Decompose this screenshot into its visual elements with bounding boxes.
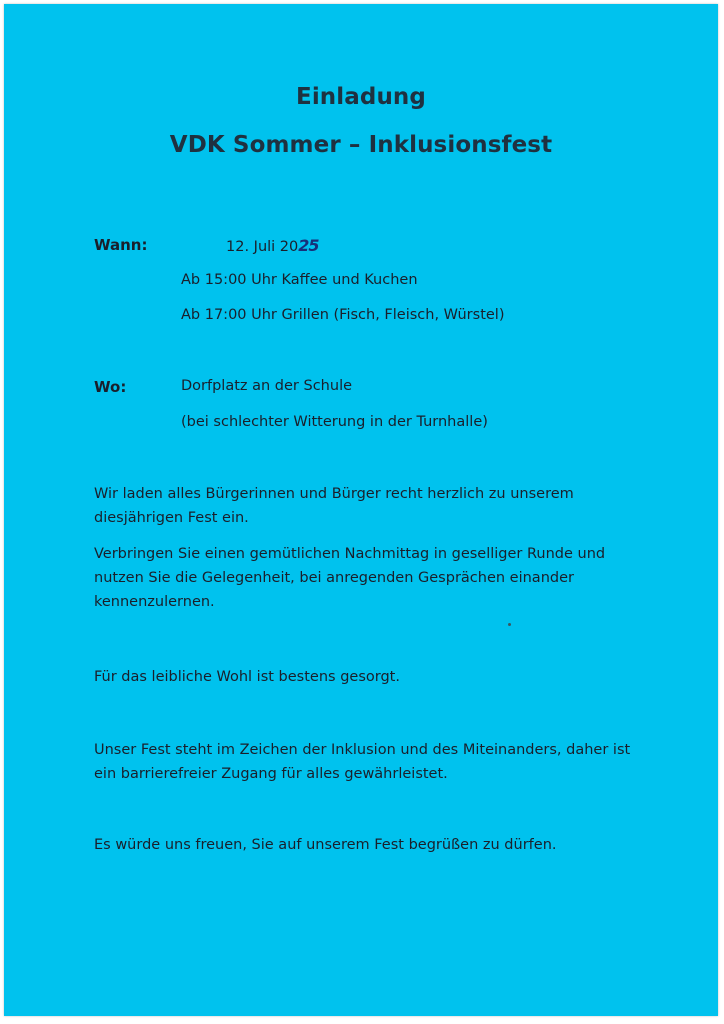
- time-line-coffee: Ab 15:00 Uhr Kaffee und Kuchen: [181, 272, 418, 288]
- location-alt-line: (bei schlechter Witterung in der Turnhalle): [181, 414, 488, 430]
- time-line-grill: Ab 17:00 Uhr Grillen (Fisch, Fleisch, Würstel): [181, 307, 505, 323]
- event-title: VDK Sommer – Inklusionsfest: [169, 132, 553, 158]
- paragraph-afternoon: Verbringen Sie einen gemütlichen Nachmittag in geselliger Runde und nutzen Sie die Gelegenheit, bei anregenden Gesprächen einander kennenzulernen.: [94, 546, 606, 610]
- invitation-page: [4, 4, 718, 1016]
- wo-label: Wo:: [94, 378, 127, 396]
- paragraph-closing: Es würde uns freuen, Sie auf unserem Fest begrüßen zu dürfen.: [94, 837, 557, 853]
- handwritten-year: 25: [298, 236, 319, 255]
- page-title: Einladung: [296, 84, 426, 110]
- event-date-prefix: 12. Juli 20: [226, 239, 299, 255]
- location-line: Dorfplatz an der Schule: [181, 378, 353, 394]
- paragraph-inclusion: Unser Fest steht im Zeichen der Inklusion und des Miteinanders, daher ist ein barrierefreier Zugang für alles gewährleistet.: [94, 742, 631, 782]
- event-date: [226, 236, 319, 255]
- wann-label: Wann:: [94, 236, 148, 254]
- paragraph-invite: Wir laden alles Bürgerinnen und Bürger recht herzlich zu unserem diesjährigen Fest ein.: [94, 486, 574, 526]
- paragraph-food: Für das leibliche Wohl ist bestens gesorgt.: [94, 669, 400, 685]
- paper-speck: [508, 623, 511, 626]
